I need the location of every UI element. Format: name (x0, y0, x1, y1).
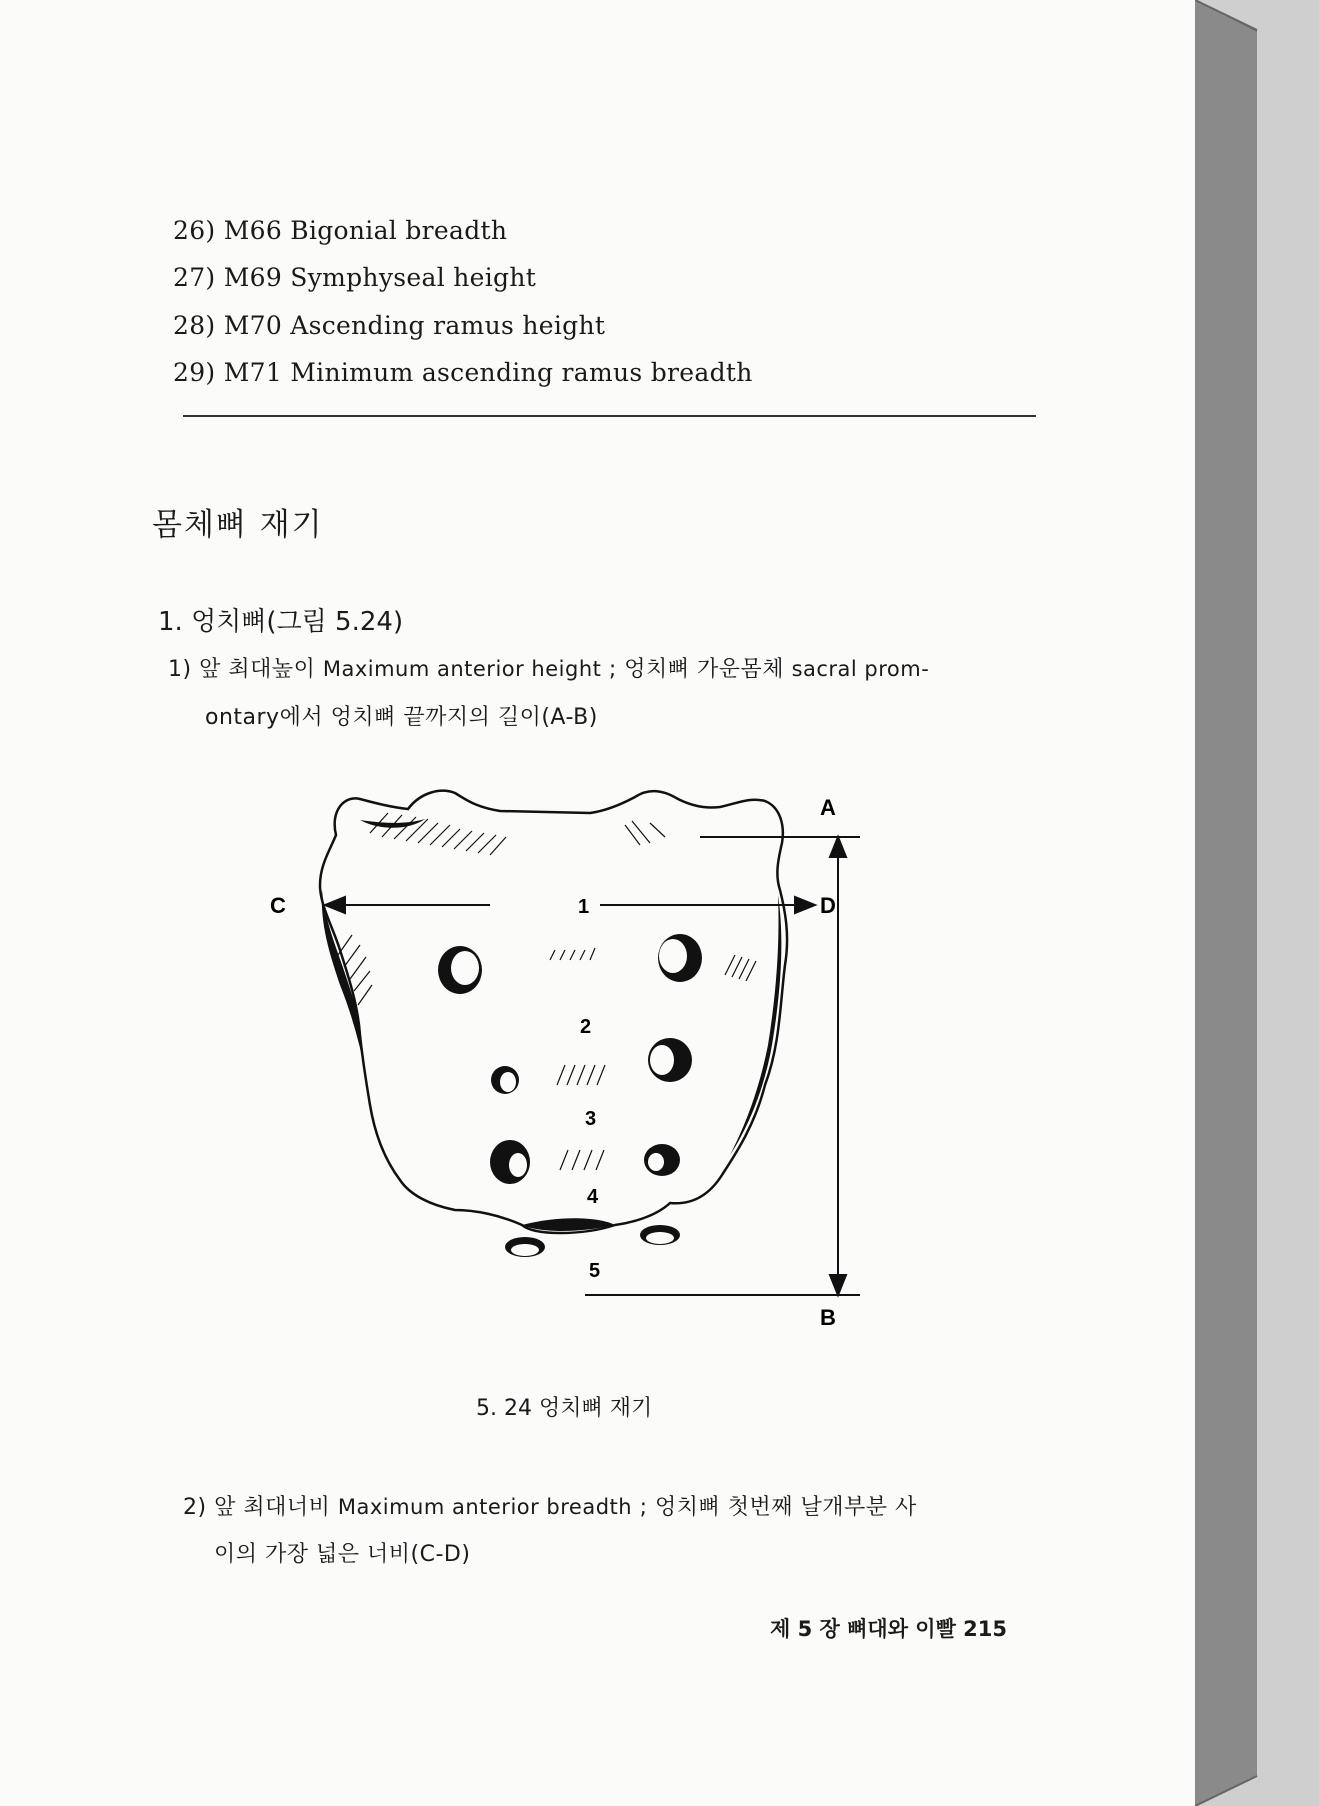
item2-label: 2) 앞 최대너비 (183, 1495, 331, 1520)
segment-number-5: 5 (589, 1260, 601, 1282)
item2-line2: 이의 가장 넓은 너비(C-D) (214, 1542, 471, 1567)
shading-top-left (360, 819, 425, 828)
item1-label: 1) 앞 최대높이 (168, 657, 316, 682)
section-title: 몸체뼈 재기 (152, 507, 324, 543)
item1-line1 (168, 652, 929, 683)
item2-korean: 엉치뼈 첫번째 날개부분 사 (655, 1495, 917, 1520)
item2-separator: ; (639, 1495, 648, 1520)
item1-separator: ; (608, 657, 617, 682)
hatching-right (725, 955, 756, 981)
measurement-item-26: 26) M66 Bigonial breadth (173, 216, 508, 245)
item1-line2: ontary에서 엉치뼈 끝까지의 길이(A-B) (205, 705, 598, 730)
item2-english: Maximum anterior breadth (337, 1495, 633, 1519)
sacrum-diagram (260, 785, 880, 1345)
arrowhead-a (830, 837, 846, 857)
arrowhead-d (795, 897, 815, 913)
label-a: A (820, 795, 836, 820)
item1-english-2: sacral prom- (791, 657, 930, 681)
label-d: D (820, 893, 836, 918)
subsection-heading: 1. 엉치뼈(그림 5.24) (158, 607, 404, 637)
arrowhead-c (325, 897, 345, 913)
measurement-item-27: 27) M69 Symphyseal height (173, 263, 537, 292)
segment-number-4: 4 (587, 1186, 599, 1208)
page-number: 215 (963, 1617, 1008, 1641)
figure-caption: 5. 24 엉치뼈 재기 (476, 1396, 653, 1421)
segment-number-1: 1 (578, 896, 590, 918)
hatching-upper (370, 813, 665, 855)
arrowhead-b (830, 1275, 846, 1295)
sacrum-figure (260, 785, 880, 1349)
item1-korean: 엉치뼈 가운몸체 (624, 657, 785, 682)
measurement-item-28: 28) M70 Ascending ramus height (173, 311, 606, 340)
label-b: B (820, 1305, 836, 1330)
item2-line1 (183, 1490, 917, 1521)
chapter-title: 제 5 장 뼈대와 이빨 (770, 1617, 956, 1641)
body-ridge-hatching (550, 948, 605, 1170)
measurement-item-29: 29) M71 Minimum ascending ramus breadth (173, 358, 753, 387)
segment-number-3: 3 (585, 1108, 597, 1130)
label-c: C (270, 893, 286, 918)
item1-english: Maximum anterior height (322, 657, 602, 681)
book-spine (1195, 0, 1319, 1806)
segment-number-2: 2 (580, 1016, 592, 1038)
horizontal-rule (183, 415, 1036, 417)
page-footer (770, 1613, 1007, 1643)
sacrum-outline (320, 791, 787, 1233)
